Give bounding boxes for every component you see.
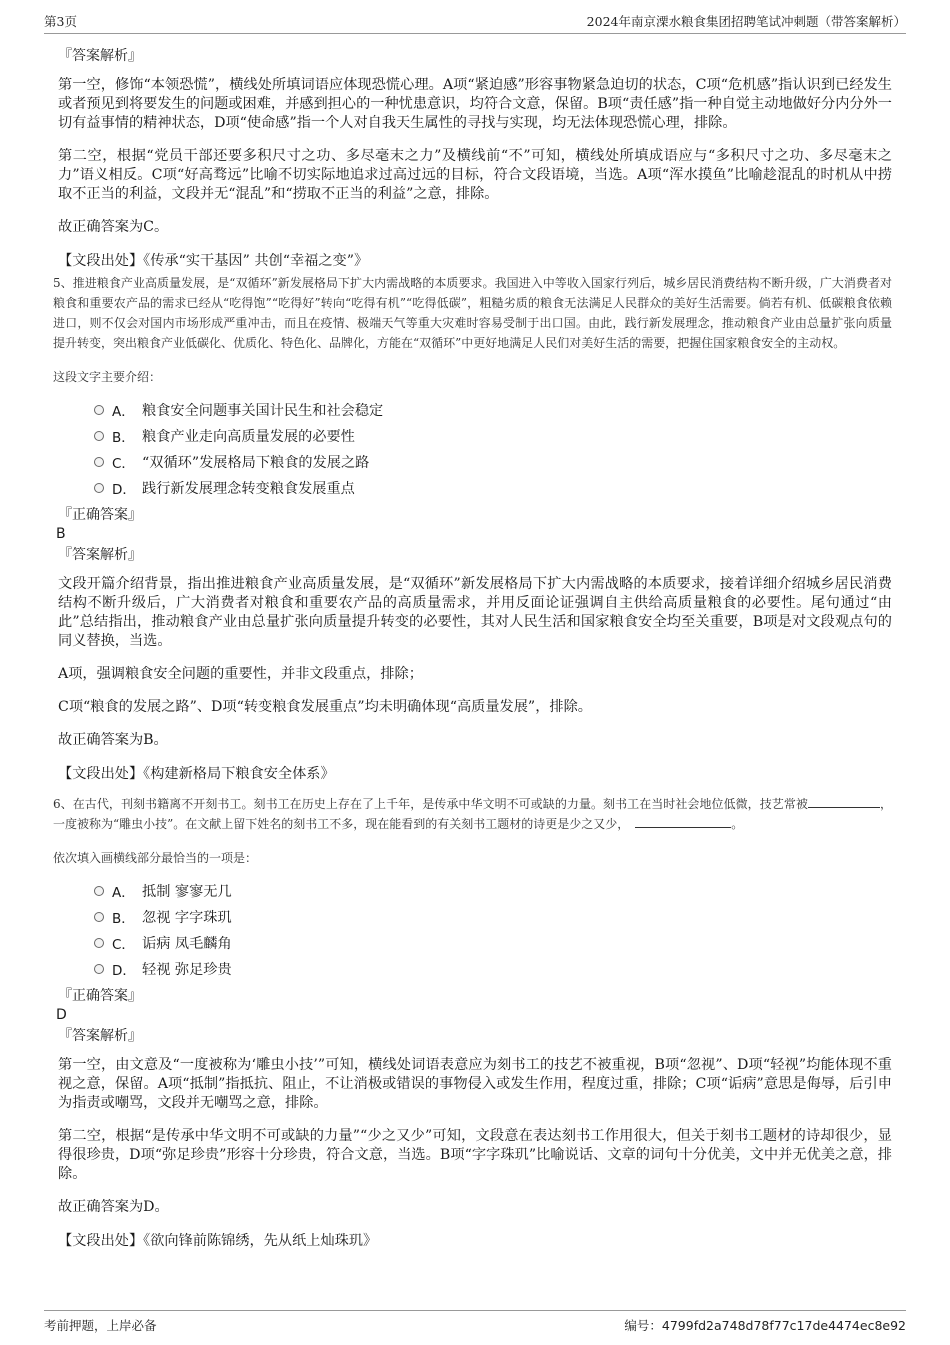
analysis-paragraph: A项，强调粮食安全问题的重要性，并非文段重点，排除； (58, 666, 423, 682)
correct-answer: B (56, 526, 66, 542)
source-label: 【文段出处】 (58, 1233, 144, 1249)
code-label: 编号： (624, 1318, 662, 1333)
question-6-part: 。 (731, 817, 744, 831)
option-key: C． (112, 937, 135, 953)
correct-answer-label: 『正确答案』 (58, 507, 142, 523)
analysis-paragraph: C项“粮食的发展之路”、D项“转变粮食发展重点”均未明确体现“高质量发展”，排除。 (58, 699, 592, 715)
option-text: 粮食产业走向高质量发展的必要性 (142, 429, 355, 445)
source-title: 《欲向锋前陈锦绣，先从纸上灿珠玑》 (143, 1233, 378, 1249)
option-text: 抵制 寥寥无几 (142, 884, 232, 900)
analysis-paragraph: 文段开篇介绍背景，指出推进粮食产业高质量发展，是“双循环”新发展格局下扩大内需战略的本质要求，接着详细介绍城乡居民消费结构不断升级后，广大消费者对粮食和重要农产品的高质量需求，并用反面论证强调自主供给高质量粮食的必要性。尾句通过“由此”总结指出，推动粮食产业由总量扩张向质量提升转变的必要性，其对人民生活和国家粮食安全均至关重要，B项是对文段观点句的同义替换，当选。 (58, 576, 892, 649)
analysis-paragraph: 第二空，根据“党员干部还要多积尺寸之功、多尽毫末之力”及横线前“不”可知，横线处所填成语应与“多积尺寸之功、多尽毫末之力”语义相反。C项“好高骛远”比喻不切实际地追求过高过远的目标，符合文段语境，当选。A项“浑水摸鱼”比喻趁混乱的时机从中捞取不正当的利益，文段并无“混乱”和“捞取不正当的利益”之意，排除。 (58, 148, 892, 202)
analysis-label: 『答案解析』 (58, 48, 142, 64)
question-6-options (94, 878, 892, 982)
option-b[interactable] (94, 904, 892, 930)
option-c[interactable] (94, 930, 892, 956)
option-text: 粮食安全问题事关国计民生和社会稳定 (142, 403, 384, 419)
answer-conclusion: 故正确答案为D。 (58, 1199, 169, 1215)
radio-button[interactable] (94, 483, 104, 493)
radio-button[interactable] (94, 912, 104, 922)
option-key: A． (112, 404, 135, 420)
option-a[interactable] (94, 878, 892, 904)
option-d[interactable] (94, 956, 892, 982)
option-a[interactable] (94, 397, 892, 423)
answer-conclusion: 故正确答案为C。 (58, 219, 169, 235)
footer-slogan: 考前押题，上岸必备 (44, 1318, 157, 1333)
analysis-label: 『答案解析』 (58, 547, 142, 563)
radio-button[interactable] (94, 457, 104, 467)
option-key: B． (112, 430, 135, 446)
source-label: 【文段出处】 (58, 766, 144, 782)
question-5-text: 5、推进粮食产业高质量发展，是“双循环”新发展格局下扩大内需战略的本质要求。我国进入中等收入国家行列后，城乡居民消费结构不断升级，广大消费者对粮食和重要农产品的需求已经从“吃得饱”“吃得好”转向“吃得有机”“吃得低碳”，粗糙劣质的粮食无法满足人民群众的美好生活需要。倘若有机、低碳粮食依赖进口，则不仅会对国内市场形成严重冲击，而且在疫情、极端天气等重大灾难时容易受制于出口国。由此，践行新发展理念，推动粮食产业由总量扩张向质量提升转变，突出粮食产业低碳化、优质化、特色化、品牌化，方能在“双循环”中更好地满足人民们对美好生活的需要，把握住国家粮食安全的主动权。 (53, 276, 892, 350)
question-6-text (53, 794, 892, 834)
option-d[interactable] (94, 475, 892, 501)
question-6-prompt: 依次填入画横线部分最恰当的一项是： (53, 851, 258, 865)
option-text: 忽视 字字珠玑 (142, 910, 232, 926)
passage-source (58, 764, 892, 784)
option-b[interactable] (94, 423, 892, 449)
passage-source (58, 1231, 892, 1251)
radio-button[interactable] (94, 964, 104, 974)
option-key: C． (112, 456, 135, 472)
code-value: 4799fd2a748d78f77c17de4474ec8e92 (661, 1318, 906, 1333)
option-text: 诟病 凤毛麟角 (142, 936, 232, 952)
radio-button[interactable] (94, 938, 104, 948)
radio-button[interactable] (94, 431, 104, 441)
document-body (53, 44, 892, 1251)
question-5-prompt: 这段文字主要介绍： (53, 370, 162, 384)
question-5-options (94, 397, 892, 501)
question-6-part: ，一度被称为“雕虫小技”。在文献上留下姓名的刻书工不多，现在能看到的有关刻书工题材的诗更是少之又少， (53, 797, 892, 831)
radio-button[interactable] (94, 886, 104, 896)
analysis-label: 『答案解析』 (58, 1028, 142, 1044)
source-title: 《构建新格局下粮食安全体系》 (143, 766, 335, 782)
option-key: A． (112, 885, 135, 901)
page-header (44, 12, 906, 34)
option-key: D． (112, 482, 136, 498)
analysis-paragraph: 第二空，根据“是传承中华文明不可或缺的力量”“少之又少”可知，文段意在表达刻书工作用很大，但关于刻书工题材的诗却很少，显得很珍贵，D项“弥足珍贵”形容十分珍贵，符合文意，当选。B项“字字珠玑”比喻说话、文章的词句十分优美，文中并无优美之意，排除。 (58, 1128, 892, 1182)
fill-blank (635, 814, 731, 828)
answer-conclusion: 故正确答案为B。 (58, 732, 168, 748)
page-number: 第3页 (44, 14, 77, 29)
radio-button[interactable] (94, 405, 104, 415)
question-6-part: 6、在古代，刊刻书籍离不开刻书工。刻书工在历史上存在了上千年，是传承中华文明不可或缺的力量。刻书工在当时社会地位低微，技艺常被 (53, 797, 808, 811)
option-text: “双循环”发展格局下粮食的发展之路 (142, 455, 370, 471)
source-label: 【文段出处】 (58, 253, 144, 269)
correct-answer: D (56, 1007, 67, 1023)
analysis-paragraph: 第一空，修饰“本领恐慌”，横线处所填词语应体现恐慌心理。A项“紧迫感”形容事物紧急迫切的状态，C项“危机感”指认识到已经发生或者预见到将要发生的问题或困难，并感到担心的一种忧患意识，均符合文意，保留。B项“责任感”指一种自觉主动地做好分内分外一切有益事情的精神状态，D项“使命感”指一个人对自我天生属性的寻找与实现，均无法体现恐慌心理，排除。 (58, 77, 892, 131)
option-c[interactable] (94, 449, 892, 475)
source-title: 《传承“实干基因” 共创“幸福之变”》 (143, 253, 369, 269)
passage-source (58, 251, 892, 271)
document-title: 2024年南京溧水粮食集团招聘笔试冲刺题（带答案解析） (586, 14, 906, 29)
option-key: B． (112, 911, 135, 927)
document-code (624, 1316, 906, 1334)
analysis-paragraph: 第一空，由文意及“一度被称为‘雕虫小技’”可知，横线处词语表意应为刻书工的技艺不被重视，B项“忽视”、D项“轻视”均能体现不重视之意，保留。A项“抵制”指抵抗、阻止，不让消极或错误的事物侵入或发生作用，程度过重，排除；C项“诟病”意思是侮辱，后引申为指责或嘲骂，文段并无嘲骂之意，排除。 (58, 1057, 892, 1111)
page-footer (44, 1310, 906, 1334)
correct-answer-label: 『正确答案』 (58, 988, 142, 1004)
option-key: D． (112, 963, 136, 979)
fill-blank (808, 794, 880, 808)
option-text: 践行新发展理念转变粮食发展重点 (142, 481, 355, 497)
option-text: 轻视 弥足珍贵 (142, 962, 232, 978)
